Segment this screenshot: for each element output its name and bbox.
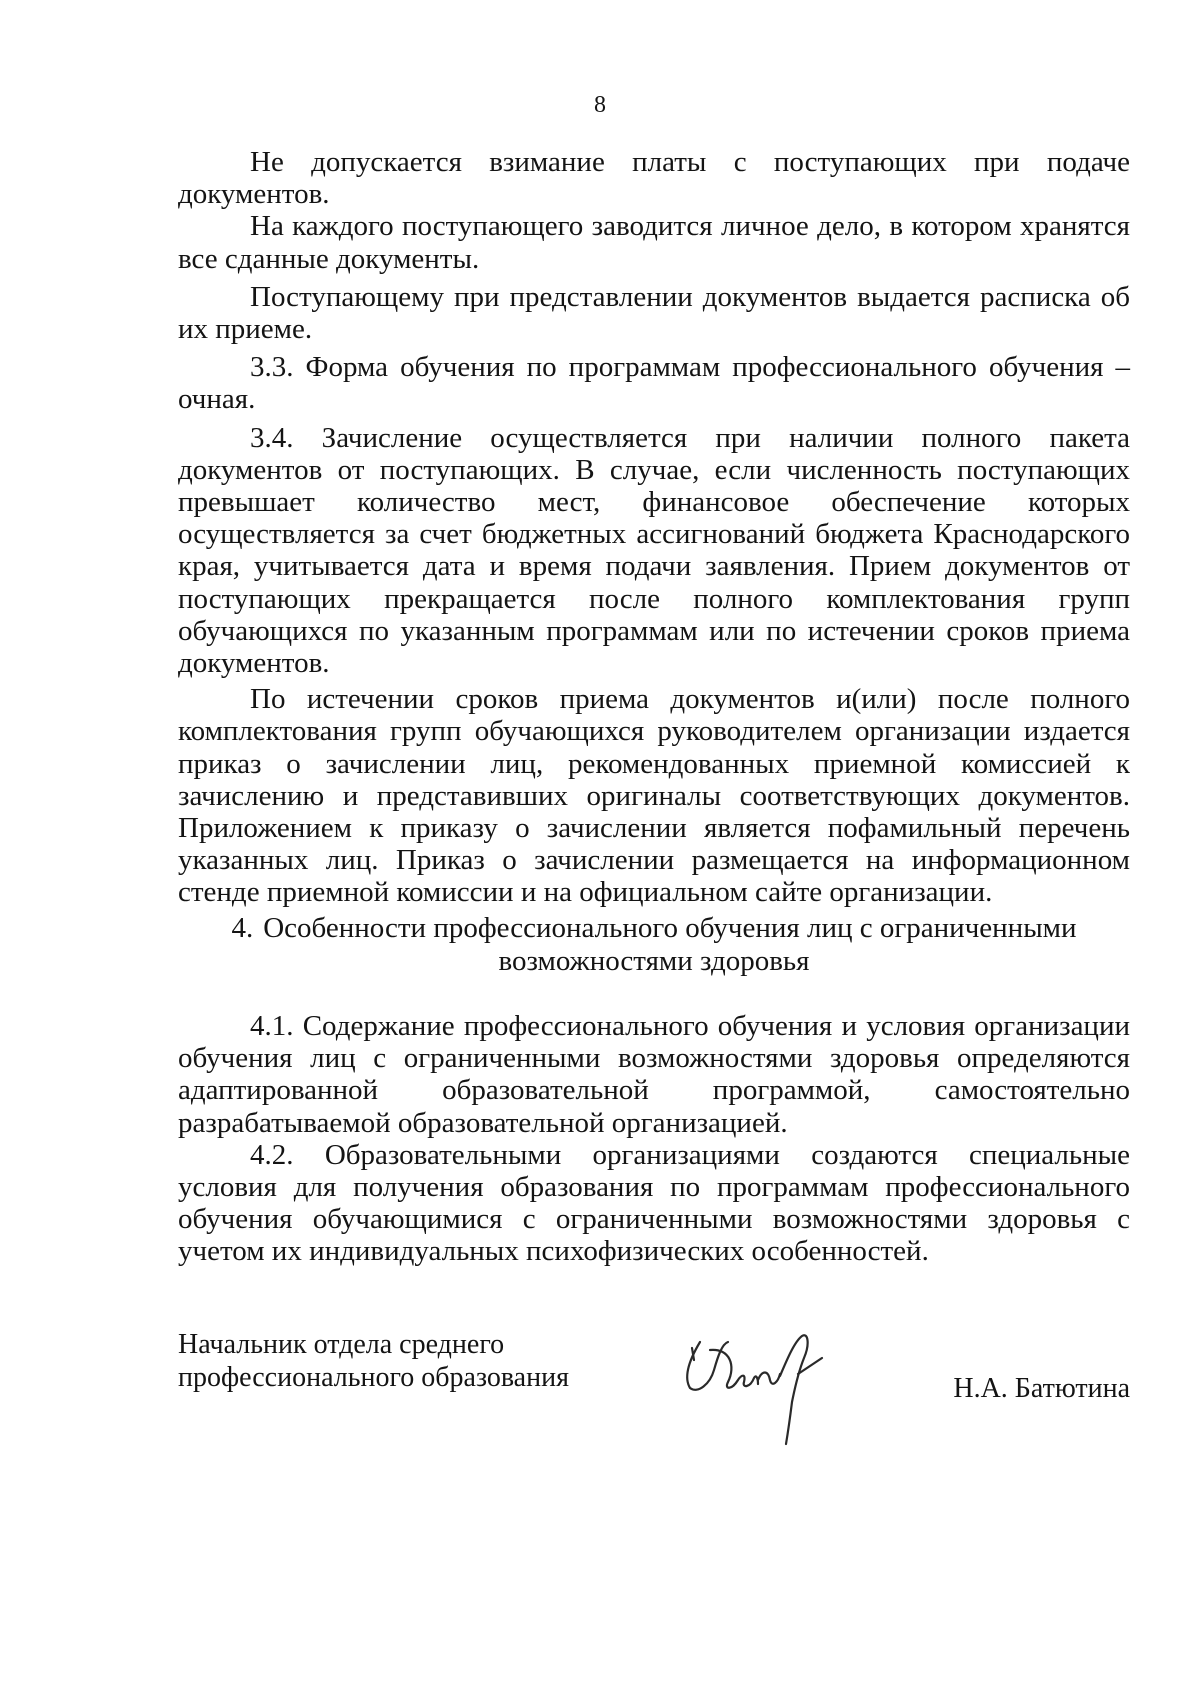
- paragraph-receipt: Поступающему при представлении документов выдается расписка об их приеме.: [178, 280, 1130, 346]
- section4-number: 4.: [231, 912, 254, 944]
- handwritten-signature: [670, 1322, 850, 1452]
- paragraph-3-4: 3.4. Зачисление осуществляется при наличии полного пакета документов от поступающих. В случае, если численность поступающих превышает количество мест, финансовое обеспечение которых осуществляется за счет бюджетных ассигнований бюджета Краснодарского края, учитывается дата и время подачи заявления. Прием документов от поступающих прекращается после полного комплектования групп обучающихся по указанным программам или по истечении сроков приема документов.: [178, 421, 1130, 680]
- paragraph-fee: Не допускается взимание платы с поступающих при подаче документов.: [178, 146, 1130, 211]
- signatory-name: Н.А. Батютина: [953, 1373, 1130, 1404]
- signatory-title-line1: Начальник отдела среднего: [178, 1329, 505, 1360]
- paragraph-3-3: 3.3. Форма обучения по программам профессионального обучения – очная.: [178, 351, 1130, 416]
- section4-heading: [178, 912, 1130, 978]
- section4-title-line1: Особенности профессионального обучения лиц с ограниченными: [263, 912, 1077, 944]
- signature-block: [178, 1328, 1130, 1438]
- page-number: 8: [594, 92, 606, 118]
- paragraph-enrollment-order: По истечении сроков приема документов и(или) после полного комплектования групп обучающихся руководителем организации издается приказ о зачислении лиц, рекомендованных приемной комиссией к зачислению и представивших оригиналы соответствующих документов. Приложением к приказу о зачислении является пофамильный перечень указанных лиц. Приказ о зачислении размещается на информационном стенде приемной комиссии и на официальном сайте организации.: [178, 683, 1130, 909]
- signatory-title-line2: профессионального образования: [178, 1362, 569, 1393]
- paragraph-4-1: 4.1. Содержание профессионального обучения и условия организации обучения лиц с ограниченными возможностями здоровья определяются адаптированной образовательной программой, самостоятельно разрабатываемой образовательной организацией.: [178, 1010, 1130, 1139]
- signatory-title: [178, 1328, 569, 1394]
- section4-body: [178, 1010, 1130, 1268]
- paragraph-personal-file: На каждого поступающего заводится личное дело, в котором хранятся все сданные документы.: [178, 210, 1130, 275]
- section4-title-line2: возможностями здоровья: [498, 945, 810, 977]
- section3-body: [178, 146, 1130, 909]
- paragraph-4-2: 4.2. Образовательными организациями создаются специальные условия для получения образования по программам профессионального обучения обучающимися с ограниченными возможностями здоровья с учетом их индивидуальных психофизических особенностей.: [178, 1138, 1130, 1268]
